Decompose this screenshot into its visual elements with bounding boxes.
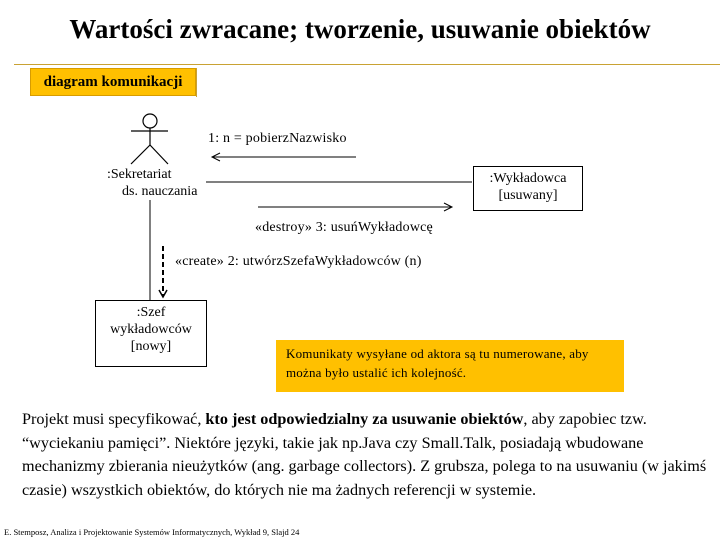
actor-label-line2: ds. nauczania [122,184,198,199]
actor-icon [131,114,168,164]
head-object-name-line2: wykładowców [110,322,192,337]
slide-footer: E. Stemposz, Analiza i Projektowanie Systemów Informatycznych, Wykład 9, Slajd 24 [4,527,300,537]
body-text-emphasis: kto jest odpowiedzialny za usuwanie obiektów [205,410,524,428]
actor-label [70,166,240,200]
actor-label-line1: :Sekretariat [107,167,172,182]
lecturer-object-name: :Wykładowca [489,171,567,186]
message-destroy: «destroy» 3: usuńWykładowcę [255,220,433,235]
diagram-type-tag: diagram komunikacji [30,68,196,96]
lecturer-object-state: [usuwany] [498,188,558,203]
message-get-name: 1: n = pobierzNazwisko [208,131,347,146]
lecturer-object-box [473,166,583,211]
head-object-box [95,300,207,367]
body-text-part1: Projekt musi specyfikować, [22,410,206,428]
slide-title: Wartości zwracane; tworzenie, usuwanie obiektów [69,14,651,44]
body-text-part2: , aby zapobiec tzw. “wyciekaniu pamięci”. Niektóre języki, takie jak np.Java czy Small.Talk, posiadają wbudowane mechanizmy zbierania nieużytków (ang. garbage collectors). Z grubsza, polega to na usuwaniu (w jakimś czasie) wszystkich obiektów, do których nie ma żadnych referencji w systemie. [22,410,707,499]
head-object-state: [nowy] [130,339,172,354]
body-paragraph [22,408,712,502]
head-object-name-line1: :Szef [136,305,166,320]
arrow-create [159,246,167,297]
arrow-get-name [212,153,356,161]
message-create: «create» 2: utwórzSzefaWykładowców (n) [175,254,422,269]
arrow-destroy [258,203,452,211]
numbering-note: Komunikaty wysyłane od aktora są tu numerowane, aby można było ustalić ich kolejność. [276,340,624,392]
